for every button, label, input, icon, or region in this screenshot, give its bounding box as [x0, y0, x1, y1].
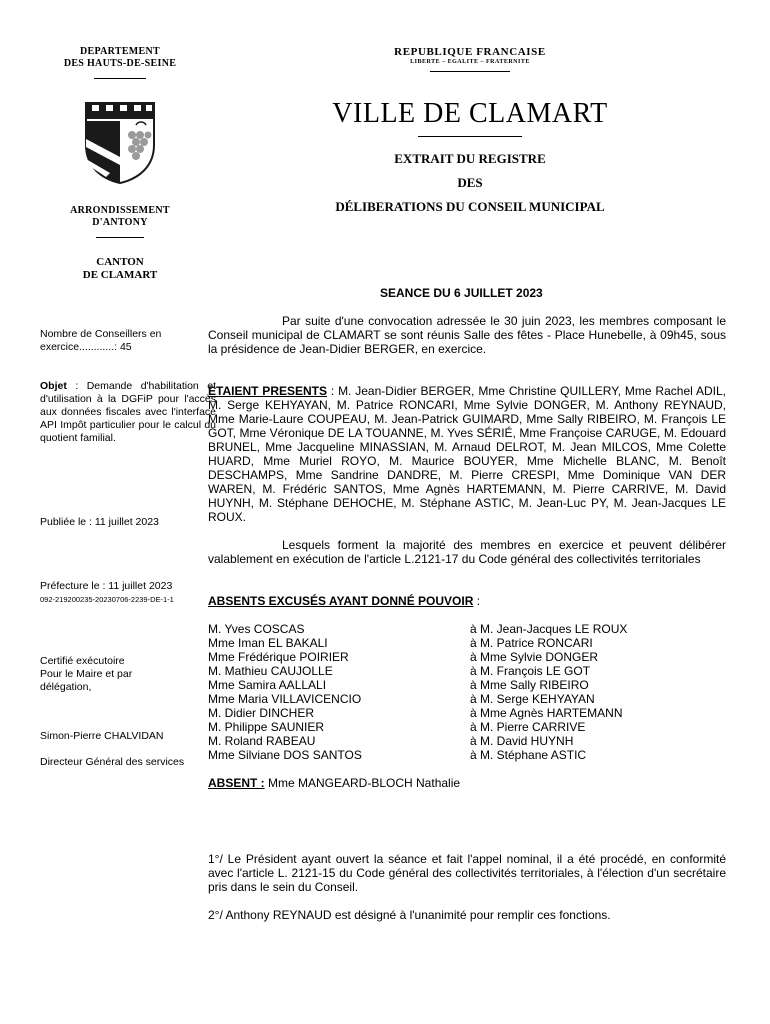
divider: [96, 237, 144, 238]
signataire-function: Directeur Général des services: [40, 756, 185, 768]
absent-name: Mme MANGEARD-BLOCH Nathalie: [264, 776, 461, 790]
absents-suffix: :: [473, 594, 481, 608]
city-title: VILLE DE CLAMART: [332, 98, 608, 129]
mandataire-name: à M. Serge KEHYAYAN: [470, 692, 595, 706]
certifie-line1: Certifié exécutoire: [40, 655, 125, 667]
certifie-line3: délégation,: [40, 681, 92, 693]
absent-name: M. Roland RABEAU: [208, 734, 316, 748]
prefecture-date: Préfecture le : 11 juillet 2023: [40, 580, 173, 592]
mandataire-name: à Mme Sally RIBEIRO: [470, 678, 589, 692]
absent-name: Mme Maria VILLAVICENCIO: [208, 692, 362, 706]
conseillers-line2: exercice............: 45: [40, 341, 132, 353]
divider: [94, 78, 146, 79]
list-item: [208, 720, 648, 734]
clamart-coat-of-arms-icon: [84, 101, 156, 185]
registre-line1: EXTRAIT DU REGISTRE: [394, 151, 546, 166]
mandataire-name: à M. Stéphane ASTIC: [470, 748, 587, 762]
absent-name: M. Yves COSCAS: [208, 622, 305, 636]
absent-name: M. Didier DINCHER: [208, 706, 315, 720]
conseillers-count: [40, 328, 202, 354]
list-item: [208, 650, 648, 664]
certifie-line2: Pour le Maire et par: [40, 668, 133, 680]
registre-line2: DES: [457, 175, 483, 190]
department-header: [40, 46, 200, 282]
mandataire-name: à M. Pierre CARRIVE: [470, 720, 586, 734]
republique-line: REPUBLIQUE FRANCAISE: [394, 46, 546, 58]
mandataire-name: à M. Patrice RONCARI: [470, 636, 593, 650]
list-item: [208, 734, 648, 748]
registre-line3: DÉLIBERATIONS DU CONSEIL MUNICIPAL: [335, 199, 605, 214]
seance-title: SEANCE DU 6 JUILLET 2023: [380, 286, 543, 300]
absent-label: ABSENT :: [208, 776, 265, 790]
presents-paragraph: [208, 384, 726, 524]
absents-label: ABSENTS EXCUSÉS AYANT DONNÉ POUVOIR: [208, 594, 474, 608]
absent-name: M. Philippe SAUNIER: [208, 720, 325, 734]
presents-label: ETAIENT PRESENTS: [208, 384, 327, 398]
publication-date: Publiée le : 11 juillet 2023: [40, 516, 159, 528]
majorite-paragraph: Lesquels forment la majorité des membres en exercice et peuvent délibérer valablement en exécution de l'article L.2121-17 du Code général des collectivités territoriales: [208, 538, 726, 566]
list-item: [208, 678, 648, 692]
list-item: [208, 636, 648, 650]
point-1-paragraph: 1°/ Le Président ayant ouvert la séance et fait l'appel nominal, il a été procédé, en conformité avec l'article L. 2121-15 du Code général des collectivités territoriales, à l'élection d'un secrétaire pris dans le sein du Conseil.: [208, 852, 726, 894]
presents-list: : M. Jean-Didier BERGER, Mme Christine QUILLERY, Mme Rachel ADIL, M. Serge KEHYAYAN, M. Patrice RONCARI, Mme Sylvie DONGER, M. Anthony REYNAUD, Mme Marie-Laure COUPEAU, M. Jean-Patrick GUIMARD, Mme Sally RIBEIRO, M. François LE GOT, Mme Véronique DE LA TOUANNE, M. Yves SÉRIÉ, Mme Françoise CARUGE, M. Edouard BRUNEL, Mme Jacqueline MINASSIAN, M. Arnaud DELROT, M. Jean MILCOS, Mme Colette HUARD, Mme Muriel ROYO, M. Maurice BOUYER, Mme Michelle BLANC, M. Benoît DESCHAMPS, Mme Sandrine DANDRE, M. Pierre CRESPI, Mme Dominique VAN DER WAREN, M. Frédéric SANTOS, Mme Agnès HARTEMANN, M. Pierre CARRIVE, M. David HUYNH, M. Stéphane DEHOCHE, M. Stéphane ASTIC, M. Jean-Luc PY, M. Jean-Jacques LE ROUX.: [208, 384, 726, 524]
point-2-paragraph: 2°/ Anthony REYNAUD est désigné à l'unanimité pour remplir ces fonctions.: [208, 908, 611, 922]
absent-name: Mme Frédérique POIRIER: [208, 650, 349, 664]
list-item: [208, 748, 648, 762]
list-item: [208, 706, 648, 720]
departement-line1: DEPARTEMENT: [80, 46, 160, 57]
departement-line2: DES HAUTS-DE-SEINE: [63, 58, 177, 69]
intro-paragraph: Par suite d'une convocation adressée le 30 juin 2023, les membres composant le Conseil municipal de CLAMART se sont réunis Salle des fêtes - Place Hunebelle, à 09h45, sous la présidence de Jean-Didier BERGER, en exercice.: [208, 314, 726, 356]
certification-block: [40, 655, 202, 694]
canton-line2: DE CLAMART: [82, 269, 158, 281]
arrondissement-line1: ARRONDISSEMENT: [70, 205, 170, 216]
motto-line: LIBERTE – EGALITE – FRATERNITE: [410, 59, 530, 65]
absent-name: Mme Silviane DOS SANTOS: [208, 748, 362, 762]
absents-heading: [208, 594, 726, 608]
list-item: [208, 664, 648, 678]
arrondissement-line2: D'ANTONY: [92, 217, 148, 228]
absent-name: M. Mathieu CAUJOLLE: [208, 664, 333, 678]
objet-text: : Demande d'habilitation et d'utilisation à la DGFiP pour l'accès aux données fiscales avec l'interface API Impôt particulier pour le calcul du quotient familial.: [40, 380, 216, 444]
absent-name: Mme Iman EL BAKALI: [208, 636, 328, 650]
mandataire-name: à M. François LE GOT: [470, 664, 591, 678]
list-item: [208, 622, 648, 636]
canton-line1: CANTON: [96, 256, 144, 268]
conseillers-line1: Nombre de Conseillers en: [40, 328, 162, 340]
objet-label: Objet: [40, 380, 67, 392]
absent-line: [208, 776, 726, 790]
divider: [430, 71, 510, 72]
city-header: [290, 46, 650, 219]
mandataire-name: à M. Jean-Jacques LE ROUX: [470, 622, 628, 636]
objet-block: [40, 380, 216, 445]
acte-reference: 092-219200235-20230706-2239-DE-1-1: [40, 595, 174, 604]
signataire-name: Simon-Pierre CHALVIDAN: [40, 730, 164, 742]
divider: [418, 136, 522, 137]
absent-name: Mme Samira AALLALI: [208, 678, 327, 692]
mandataire-name: à Mme Sylvie DONGER: [470, 650, 599, 664]
list-item: [208, 692, 648, 706]
mandataire-name: à M. David HUYNH: [470, 734, 574, 748]
mandataire-name: à Mme Agnès HARTEMANN: [470, 706, 623, 720]
procurations-list: [208, 622, 648, 762]
